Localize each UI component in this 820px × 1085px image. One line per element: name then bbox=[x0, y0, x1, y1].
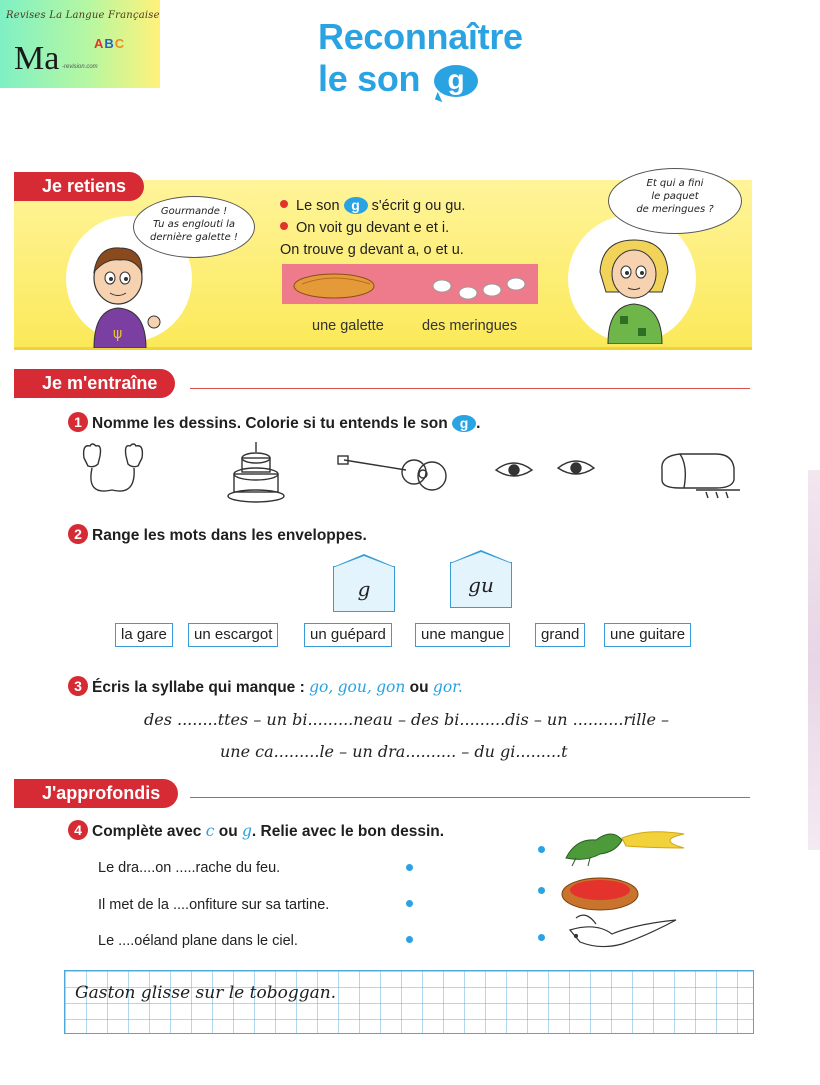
tab-je-retiens: Je retiens bbox=[14, 172, 144, 201]
exercise-1-drawings bbox=[76, 440, 756, 506]
tab-j-approfondis: J'approfondis bbox=[14, 779, 178, 808]
sentence-2[interactable]: Il met de la ....onfiture sur sa tartine. bbox=[98, 897, 330, 913]
word-un-escargot[interactable]: un escargot bbox=[188, 623, 278, 647]
word-un-guepard[interactable]: un guépard bbox=[304, 623, 392, 647]
exercise-4-drawings bbox=[556, 818, 686, 968]
section-divider bbox=[190, 797, 750, 798]
section-divider bbox=[190, 388, 750, 389]
word-une-mangue[interactable]: une mangue bbox=[415, 623, 510, 647]
logo-abc: ABC bbox=[94, 36, 126, 51]
logo-subtext: -revision.com bbox=[62, 64, 98, 70]
sentence-3[interactable]: Le ....oéland plane dans le ciel. bbox=[98, 933, 298, 949]
exercise-3-line-1[interactable]: des ........ttes – un bi.........neau – des bi.........dis – un ..........rille – bbox=[144, 710, 670, 729]
exercise-2-title: 2 Range les mots dans les enveloppes. bbox=[68, 524, 367, 545]
link-dot-left-3[interactable] bbox=[406, 936, 413, 943]
tart-drawing bbox=[562, 878, 638, 910]
envelope-label: gu bbox=[468, 573, 494, 597]
exercise-1-title: 1 Nomme les dessins. Colorie si tu entends le son g . bbox=[68, 412, 480, 433]
option-go: go, bbox=[309, 678, 334, 696]
option-gou: gou, bbox=[337, 678, 372, 696]
galette-meringues-illustration bbox=[282, 264, 538, 304]
caption-galette: une galette bbox=[312, 318, 384, 334]
exercise-3-title: 3 Écris la syllabe qui manque : go, gou, gon ou gor. bbox=[68, 676, 463, 697]
page-edge-strip bbox=[808, 470, 820, 850]
girl-speech-bubble: Et qui a fini le paquet de meringues ? bbox=[608, 168, 742, 234]
title-line2: le son g bbox=[318, 58, 523, 100]
notebook-sentence: Gaston glisse sur le toboggan. bbox=[75, 983, 337, 1003]
rule-3: On trouve g devant a, o et u. bbox=[280, 242, 464, 258]
word-la-gare[interactable]: la gare bbox=[115, 623, 173, 647]
girl-illustration bbox=[590, 232, 682, 344]
eyes-drawing bbox=[496, 461, 594, 476]
gloves-drawing bbox=[84, 444, 143, 491]
food-band bbox=[282, 264, 538, 304]
option-g: g bbox=[241, 822, 252, 840]
rule-list bbox=[280, 195, 465, 261]
sound-g-small: g bbox=[452, 415, 476, 432]
rule-1: Le son g s'écrit g ou gu. bbox=[280, 195, 465, 217]
link-dot-left-1[interactable] bbox=[406, 864, 413, 871]
seagull-drawing bbox=[570, 915, 676, 946]
exercise-3-line-2[interactable]: une ca.........le – un dra.......... – du gi.........t bbox=[220, 742, 568, 761]
rule-2: On voit gu devant e et i. bbox=[280, 217, 465, 239]
envelope-gu[interactable] bbox=[450, 562, 512, 608]
svg-text:ψ: ψ bbox=[113, 326, 123, 342]
word-grand[interactable]: grand bbox=[535, 623, 585, 647]
guitar-drawing bbox=[338, 456, 446, 490]
sentence-1[interactable]: Le dra....on .....rache du feu. bbox=[98, 860, 281, 876]
tab-je-m-entraine: Je m'entraîne bbox=[14, 369, 175, 398]
eraser-drawing bbox=[662, 454, 740, 498]
link-dot-right-2[interactable] bbox=[538, 887, 545, 894]
caption-meringues: des meringues bbox=[422, 318, 518, 334]
site-logo bbox=[0, 0, 160, 88]
link-dot-left-2[interactable] bbox=[406, 900, 413, 907]
dragon-drawing bbox=[566, 832, 684, 866]
link-dot-right-1[interactable] bbox=[538, 846, 545, 853]
word-une-guitare[interactable]: une guitare bbox=[604, 623, 691, 647]
boy-speech-bubble: Gourmande ! Tu as englouti la dernière galette ! bbox=[133, 196, 255, 258]
logo-ma: Ma bbox=[14, 40, 60, 77]
exercise-4-title: 4 Complète avec c ou g. Relie avec le bon dessin. bbox=[68, 820, 444, 841]
logo-tagline: Revises La Langue Française bbox=[6, 10, 160, 21]
notebook-practice-line[interactable] bbox=[64, 970, 754, 1034]
title-line1: Reconnaître bbox=[318, 16, 523, 57]
envelope-g[interactable] bbox=[333, 566, 395, 612]
option-c: c bbox=[205, 822, 215, 840]
page-title bbox=[318, 16, 523, 100]
sound-g-small: g bbox=[344, 197, 368, 214]
envelope-label: g bbox=[357, 577, 371, 601]
sound-g-badge: g bbox=[434, 65, 478, 97]
cake-drawing bbox=[228, 442, 284, 502]
option-gor: gor. bbox=[432, 678, 463, 696]
option-gon: gon bbox=[376, 678, 406, 696]
link-dot-right-3[interactable] bbox=[538, 934, 545, 941]
